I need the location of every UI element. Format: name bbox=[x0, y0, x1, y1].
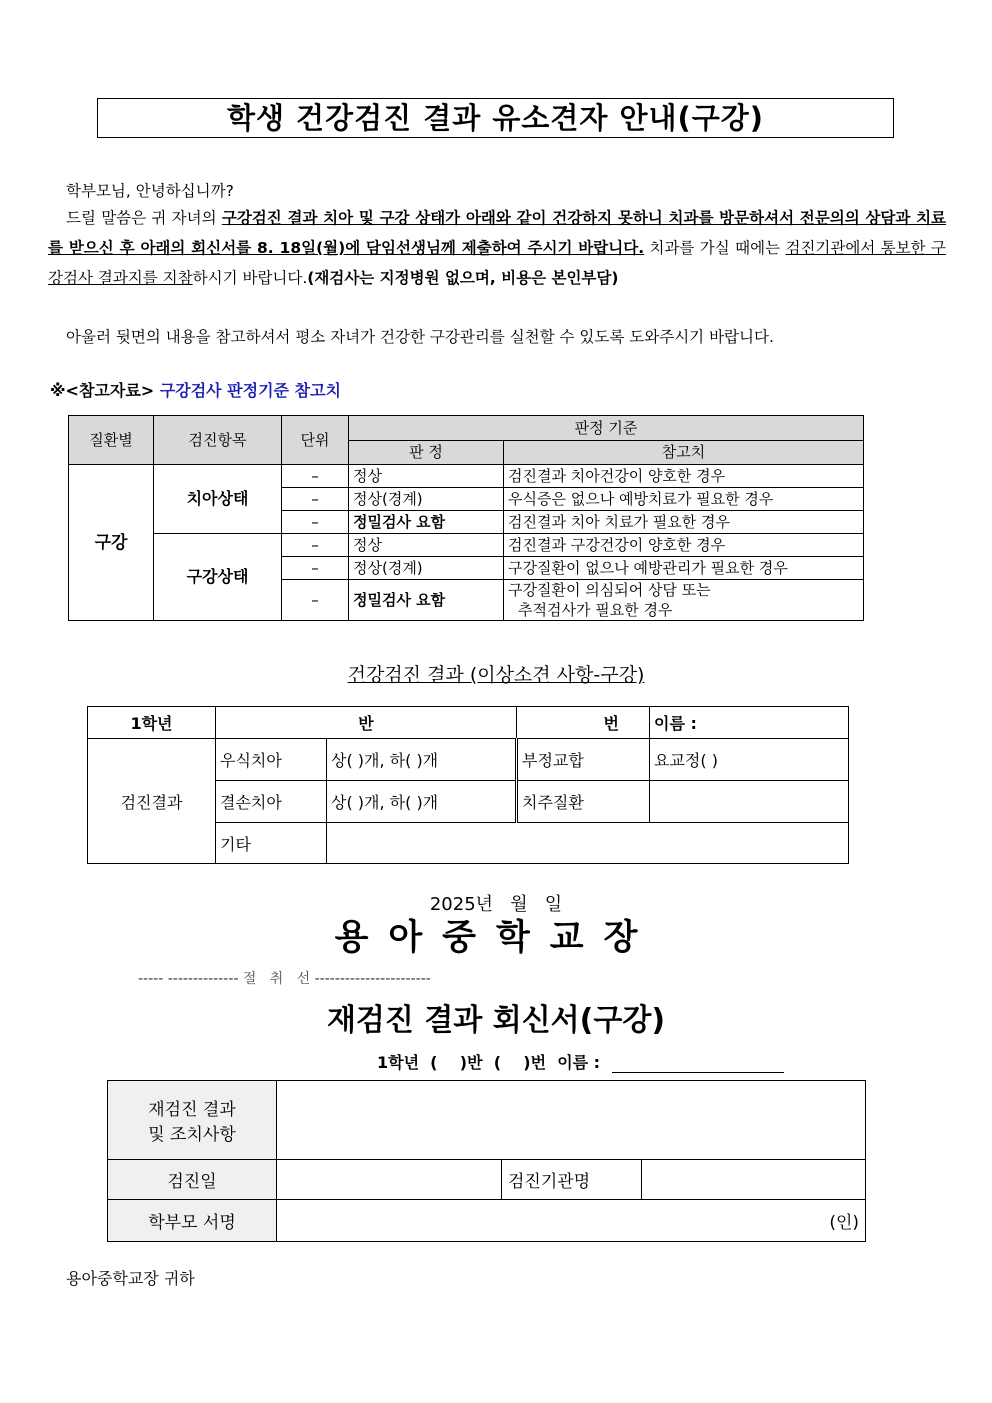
table-row bbox=[108, 1200, 866, 1242]
header-disease: 질환별 bbox=[69, 416, 154, 465]
exam-date-input[interactable] bbox=[277, 1160, 502, 1200]
category-cell: 구강 bbox=[69, 465, 154, 621]
reference-prefix: ※<참고자료> bbox=[50, 381, 155, 400]
reference-cell: 우식증은 없으나 예방치료가 필요한 경우 bbox=[504, 488, 864, 511]
table-row bbox=[88, 707, 849, 739]
result-title bbox=[0, 660, 992, 687]
missing-input[interactable]: 상( )개, 하( )개 bbox=[327, 781, 517, 823]
letter-p1-emphasis-2: 검진기관에서 통보한 구강검사 결과지를 지참 bbox=[48, 239, 946, 287]
header-judgment: 판 정 bbox=[349, 440, 504, 465]
principal-name: 용아중학교장 bbox=[334, 918, 658, 958]
table-row bbox=[88, 739, 849, 781]
unit-cell: – bbox=[282, 488, 349, 511]
result-table bbox=[87, 706, 849, 864]
unit-cell: – bbox=[282, 465, 349, 488]
class-cell: 반 bbox=[216, 707, 517, 739]
seal-text: (인) bbox=[829, 1213, 859, 1233]
signature-input[interactable] bbox=[277, 1200, 866, 1242]
signature-label: 학부모 서명 bbox=[108, 1200, 277, 1242]
periodontal-input[interactable] bbox=[650, 781, 849, 823]
page-title: 학생 건강검진 결과 유소견자 안내(구강) bbox=[97, 98, 894, 138]
letter-p1-mid: 치과를 가실 때에는 bbox=[644, 239, 786, 257]
judgment-cell: 정상 bbox=[349, 465, 504, 488]
reference-cell bbox=[504, 580, 864, 621]
table-row bbox=[108, 1081, 866, 1160]
malocclusion-label: 부정교합 bbox=[517, 739, 650, 781]
name-cell: 이름 : bbox=[650, 707, 849, 739]
table-row bbox=[69, 465, 864, 488]
judgment-cell: 정밀검사 요함 bbox=[349, 511, 504, 534]
table-row bbox=[108, 1160, 866, 1200]
result-action-line: 재검진 결과 bbox=[148, 1100, 236, 1120]
institution-label: 검진기관명 bbox=[502, 1160, 642, 1200]
exam-date-label: 검진일 bbox=[108, 1160, 277, 1200]
ortho-input[interactable]: 요교정( ) bbox=[650, 739, 849, 781]
item-cell: 구강상태 bbox=[154, 534, 282, 621]
reference-title: 구강검사 판정기준 참고치 bbox=[159, 381, 341, 400]
reference-heading bbox=[50, 378, 341, 401]
letter-p1-intro: 드릴 말씀은 귀 자녀의 bbox=[66, 209, 222, 227]
result-title-text: 건강검진 결과 (이상소견 사항-구강) bbox=[347, 664, 645, 686]
result-action-line: 및 조치사항 bbox=[148, 1125, 236, 1145]
letter-p1-emphasis: 구강검진 결과 치아 및 구강 상태가 아래와 같이 건강하지 못하니 치과를 방문하셔서 전문의의 상담과 치료를 받으신 후 아래의 회신서를 8. 18일(월)에 담임선생님께 제출하여 주시기 바랍니다. bbox=[48, 209, 947, 257]
student-line-text: 1학년 ( )반 ( )번 이름 : bbox=[377, 1053, 601, 1072]
missing-label: 결손치아 bbox=[216, 781, 327, 823]
unit-cell: – bbox=[282, 534, 349, 557]
reply-table bbox=[107, 1080, 866, 1242]
reference-line: 추적검사가 필요한 경우 bbox=[518, 601, 673, 619]
cut-label: 절 취 선 bbox=[242, 971, 311, 987]
unit-cell: – bbox=[282, 580, 349, 621]
cut-dashes-right: ----------------------- bbox=[314, 971, 431, 987]
number-cell: 번 bbox=[517, 707, 650, 739]
header-criteria: 판정 기준 bbox=[349, 416, 864, 441]
reference-line: 구강질환이 의심되어 상담 또는 bbox=[508, 581, 711, 599]
section-label: 검진결과 bbox=[88, 739, 216, 864]
table-header-row bbox=[69, 416, 864, 441]
footer-addressee: 용아중학교장 귀하 bbox=[66, 1269, 195, 1288]
letter-paragraph-1 bbox=[48, 203, 946, 293]
item-cell: 치아상태 bbox=[154, 465, 282, 534]
institution-input[interactable] bbox=[642, 1160, 866, 1200]
reference-cell: 검진결과 구강건강이 양호한 경우 bbox=[504, 534, 864, 557]
date-line: 2025년 월 일 bbox=[429, 894, 563, 915]
caries-input[interactable]: 상( )개, 하( )개 bbox=[327, 739, 517, 781]
reference-cell: 검진결과 치아 치료가 필요한 경우 bbox=[504, 511, 864, 534]
letter-paragraph-2: 아울러 뒷면의 내용을 참고하셔서 평소 자녀가 건강한 구강관리를 실천할 수 있도록 도와주시기 바랍니다. bbox=[66, 328, 774, 346]
reference-cell: 검진결과 치아건강이 양호한 경우 bbox=[504, 465, 864, 488]
grade-cell: 1학년 bbox=[88, 707, 216, 739]
judgment-cell: 정상(경계) bbox=[349, 557, 504, 580]
unit-cell: – bbox=[282, 511, 349, 534]
result-action-input[interactable] bbox=[277, 1081, 866, 1160]
header-reference: 참고치 bbox=[504, 440, 864, 465]
other-input[interactable] bbox=[327, 823, 849, 864]
reply-student-line bbox=[377, 1050, 784, 1073]
greeting: 학부모님, 안녕하십니까? bbox=[66, 182, 234, 200]
reference-table bbox=[68, 415, 864, 621]
table-row bbox=[69, 534, 864, 557]
name-underline-input[interactable] bbox=[612, 1053, 784, 1073]
cut-line bbox=[138, 968, 854, 988]
cut-dashes-left: ----- -------------- bbox=[138, 971, 239, 987]
letter-p1-note: (재검사는 지정병원 없으며, 비용은 본인부담) bbox=[307, 269, 619, 287]
letter-p1-end: 하시기 바랍니다. bbox=[192, 269, 308, 287]
result-action-label bbox=[108, 1081, 277, 1160]
header-item: 검진항목 bbox=[154, 416, 282, 465]
caries-label: 우식치아 bbox=[216, 739, 327, 781]
other-label: 기타 bbox=[216, 823, 327, 864]
judgment-cell: 정밀검사 요함 bbox=[349, 580, 504, 621]
unit-cell: – bbox=[282, 557, 349, 580]
periodontal-label: 치주질환 bbox=[517, 781, 650, 823]
header-unit: 단위 bbox=[282, 416, 349, 465]
judgment-cell: 정상 bbox=[349, 534, 504, 557]
judgment-cell: 정상(경계) bbox=[349, 488, 504, 511]
reference-cell: 구강질환이 없으나 예방관리가 필요한 경우 bbox=[504, 557, 864, 580]
reply-title: 재검진 결과 회신서(구강) bbox=[326, 1003, 666, 1038]
